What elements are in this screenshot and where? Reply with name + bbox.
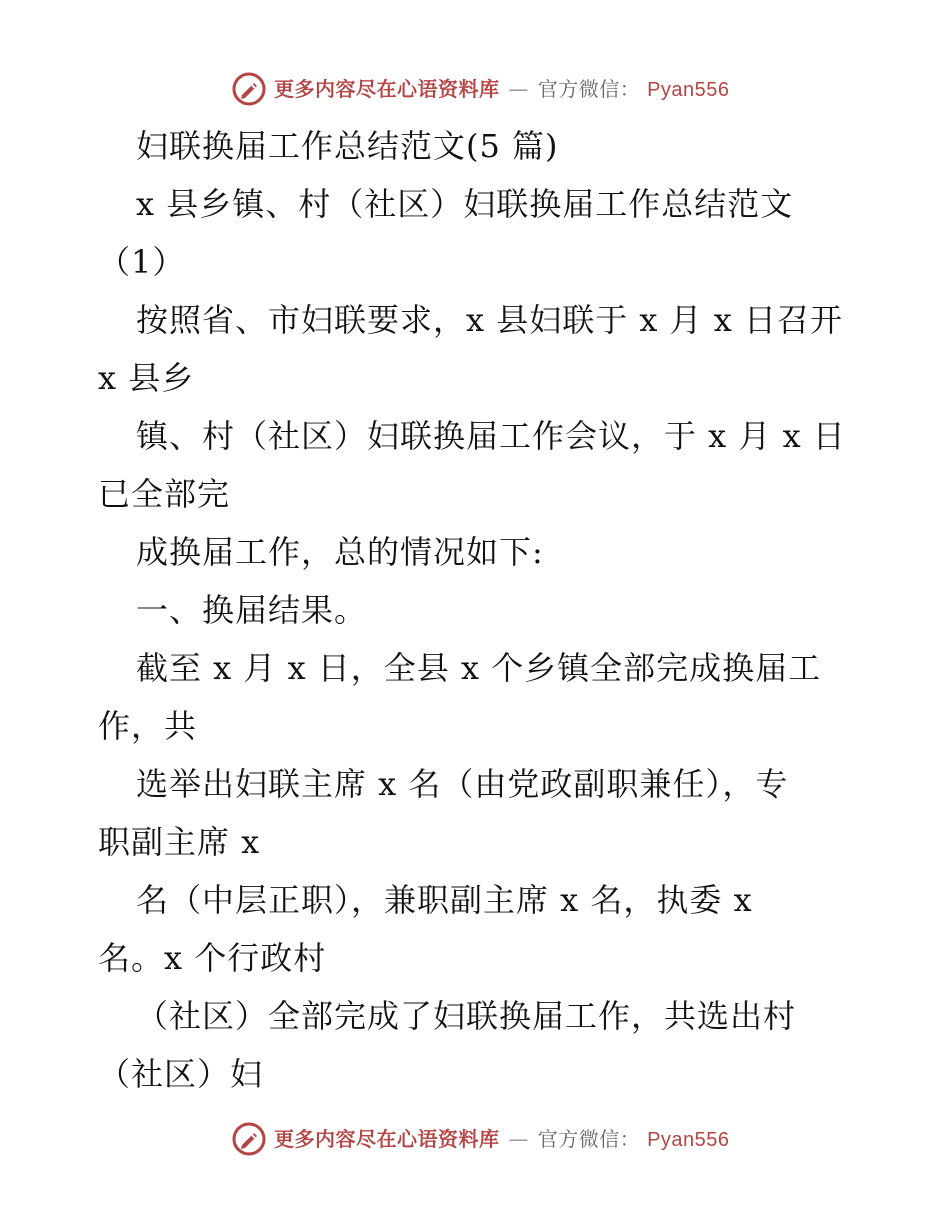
banner-main-text: 更多内容尽在心语资料库 bbox=[274, 76, 500, 101]
paragraph-7-line-2: （社区）妇 bbox=[98, 1055, 264, 1093]
section-heading-1: 一、换届结果。 bbox=[136, 591, 368, 629]
banner-wechat-id: Pyan556 bbox=[647, 1128, 730, 1151]
document-subtitle-number: （1） bbox=[98, 243, 186, 281]
paragraph-5-line-1: 选举出妇联主席 x 名（由党政副职兼任），专 bbox=[136, 765, 789, 803]
document-subtitle: x 县乡镇、村（社区）妇联换届工作总结范文 bbox=[136, 185, 794, 223]
paragraph-4-line-2: 作，共 bbox=[98, 707, 198, 745]
banner-wechat-label: 官方微信： bbox=[537, 1126, 641, 1151]
paragraph-7-line-1: （社区）全部完成了妇联换届工作，共选出村 bbox=[136, 997, 797, 1035]
paragraph-2-line-1: 镇、村（社区）妇联换届工作会议，于 x 月 x 日 bbox=[136, 417, 846, 455]
banner-dash: — bbox=[508, 1126, 529, 1151]
paragraph-2-line-2: 已全部完 bbox=[98, 475, 231, 513]
document-title: 妇联换届工作总结范文(5 篇) bbox=[136, 127, 559, 165]
paragraph-6-line-2: 名。x 个行政村 bbox=[98, 939, 327, 977]
banner-wechat-label: 官方微信： bbox=[537, 76, 641, 101]
paragraph-1-line-1: 按照省、市妇联要求，x 县妇联于 x 月 x 日召开 bbox=[136, 301, 844, 339]
banner-dash: — bbox=[508, 76, 529, 101]
footer-banner bbox=[232, 1122, 730, 1156]
paragraph-1-line-2: x 县乡 bbox=[98, 359, 195, 397]
paragraph-5-line-2: 职副主席 x bbox=[98, 823, 261, 861]
paragraph-6-line-1: 名（中层正职），兼职副主席 x 名，执委 x bbox=[136, 881, 753, 919]
banner-main-text: 更多内容尽在心语资料库 bbox=[274, 1126, 500, 1151]
banner-text bbox=[274, 1122, 730, 1157]
pen-logo-icon bbox=[232, 1122, 266, 1156]
paragraph-3-line-1: 成换届工作，总的情况如下: bbox=[136, 533, 544, 571]
paragraph-4-line-1: 截至 x 月 x 日，全县 x 个乡镇全部完成换届工 bbox=[136, 649, 822, 687]
banner-wechat-id: Pyan556 bbox=[647, 78, 730, 101]
